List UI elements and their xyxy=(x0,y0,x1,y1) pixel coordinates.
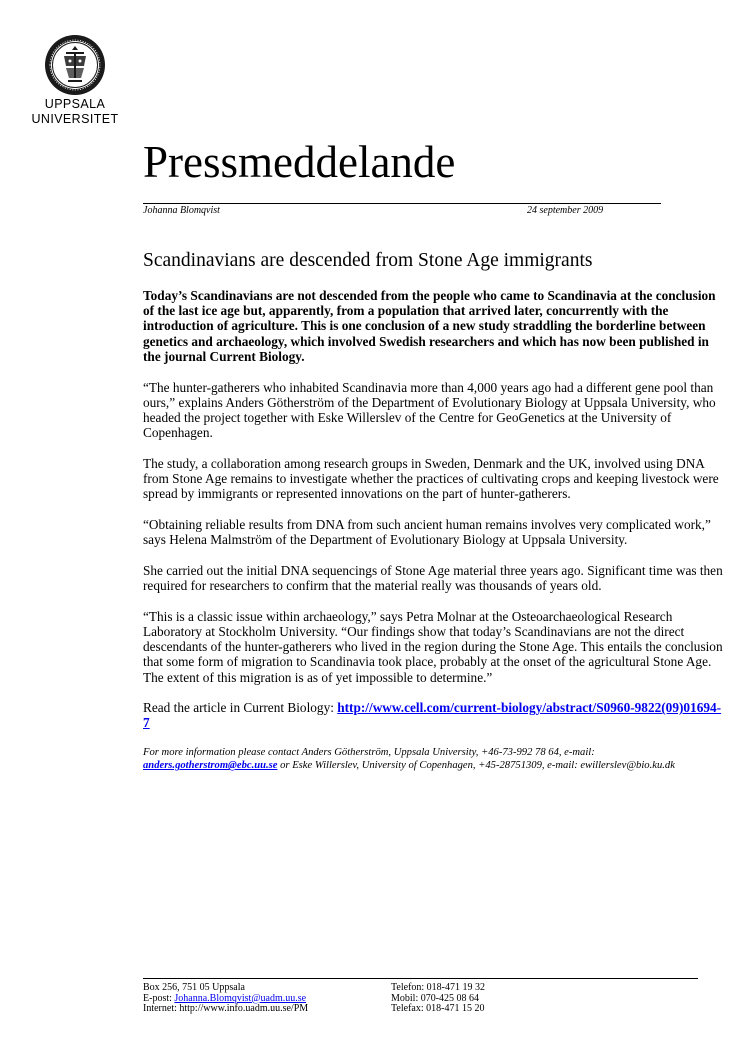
uppsala-university-seal-logo xyxy=(44,34,106,96)
footer-email-label: E-post: xyxy=(143,992,175,1004)
footer-mobile: Mobil: 070-425 08 64 xyxy=(391,992,480,1004)
read-more-paragraph xyxy=(143,700,723,730)
paragraph-3: “Obtaining reliable results from DNA from such ancient human remains involves very complicated work,” says Helena Malmström of the Department of Evolutionary Biology at Uppsala University. xyxy=(143,516,711,548)
title-divider xyxy=(143,203,661,204)
contact-email-2: ewillerslev@bio.ku.dk xyxy=(580,760,675,772)
footer-internet: Internet: http://www.info.uadm.uu.se/PM xyxy=(143,1003,309,1014)
university-name-line2: UNIVERSITET xyxy=(31,112,119,126)
page-title: Pressmeddelande xyxy=(143,137,456,187)
footer-divider xyxy=(143,978,698,979)
footer-address-block xyxy=(143,983,308,1015)
article-headline: Scandinavians are descended from Stone Age immigrants xyxy=(143,250,593,271)
footer-phone-block xyxy=(391,983,485,1015)
paragraph-4: She carried out the initial DNA sequencings of Stone Age material three years ago. Significant time was then required for researchers to confirm that the material really was thousands of years old. xyxy=(143,562,723,594)
footer-email-link[interactable]: Johanna.Blomqvist@uadm.uu.se xyxy=(174,992,307,1004)
footer-phone: Telefon: 018-471 19 32 xyxy=(391,982,486,993)
release-date: 24 september 2009 xyxy=(527,205,604,216)
lead-paragraph: Today’s Scandinavians are not descended from the people who came to Scandinavia at the conclusion of the last ice age but, apparently, from a population that arrived later, concurrently with the introduction of agriculture. This is one conclusion of a new study straddling the borderline between genetics and archaeology, which involved Swedish researchers and which has now been published in the journal Current Biology. xyxy=(143,288,716,364)
contact-middle: or Eske Willerslev, University of Copenhagen, +45-28751309, e-mail: xyxy=(277,760,581,772)
read-more-text: Read the article in Current Biology: xyxy=(143,700,338,716)
contact-email-link[interactable]: anders.gotherstrom@ebc.uu.se xyxy=(143,760,278,772)
paragraph-5: “This is a classic issue within archaeology,” says Petra Molnar at the Osteoarchaeological Research Laboratory at Stockholm University. “Our findings show that today’s Scandinavians are not the direct descendants of the hunter-gatherers who lived in the region during the Stone Age. This entails the conclusion that some form of migration to Scandinavia took place, probably at the onset of the agricultural Stone Age. The extent of this migration is as of yet impossible to determine.” xyxy=(143,608,723,685)
paragraph-2: The study, a collaboration among research groups in Sweden, Denmark and the UK, involved using DNA from Stone Age remains to investigate whether the practices of cultivating crops and keeping livestock were spread by immigrants or represented innovations on the part of hunter-gatherers. xyxy=(143,455,719,502)
footer-fax: Telefax: 018-471 15 20 xyxy=(391,1003,485,1014)
university-name-line1: UPPSALA xyxy=(44,97,106,111)
author-name: Johanna Blomqvist xyxy=(143,205,220,216)
article-body xyxy=(143,288,723,788)
contact-intro: For more information please contact Anders Götherström, Uppsala University, +46-73-992 78 64, e-mail: xyxy=(143,747,595,759)
article-link[interactable]: http://www.cell.com/current-biology/abstract/S0960-9822(09)01694-7 xyxy=(143,700,722,731)
university-name xyxy=(0,97,150,127)
paragraph-1: “The hunter-gatherers who inhabited Scandinavia more than 4,000 years ago had a different gene pool than ours,” explains Anders Götherström of the Department of Evolutionary Biology at Uppsala University, who headed the project together with Eske Willerslev of the Centre for GeoGenetics at the University of Copenhagen. xyxy=(143,379,716,441)
footer-address: Box 256, 751 05 Uppsala xyxy=(143,982,245,993)
contact-info xyxy=(143,746,723,772)
